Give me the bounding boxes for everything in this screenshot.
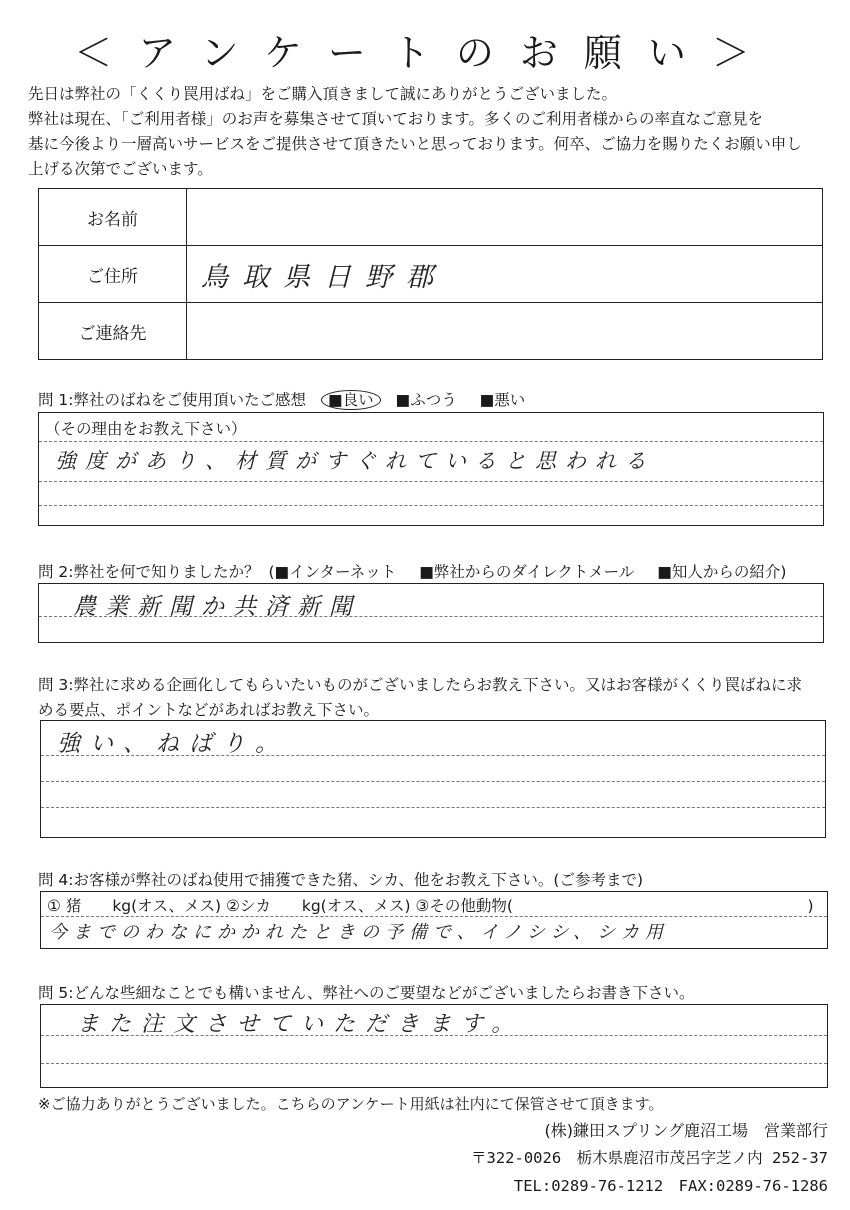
q1-question — [38, 388, 525, 410]
intro-text — [28, 82, 828, 182]
contact-field[interactable] — [187, 303, 823, 360]
q2-answer-box[interactable] — [38, 583, 824, 643]
q2-question: 問 2:弊社を何で知りましたか？ (■インターネット ■弊社からのダイレクトメール ■知人からの紹介) — [38, 563, 787, 581]
q2-answer: 農業新聞か共済新聞 — [73, 594, 361, 620]
contact-label: ご連絡先 — [39, 303, 187, 360]
page-title: ＜アンケートのお願い＞ — [74, 31, 776, 75]
address-field[interactable] — [187, 246, 823, 303]
q1-answer: 強度があり、材質がすぐれていると思われる — [55, 449, 655, 473]
q3-answer-box[interactable] — [40, 720, 826, 838]
name-label: お名前 — [39, 189, 187, 246]
footer-address: 〒322-0026 栃木県鹿沼市茂呂字芝ノ内 252-37 — [471, 1149, 828, 1167]
intro-line: 先日は弊社の「くくり罠用ばね」をご購入頂きまして誠にありがとうございました。 — [28, 85, 618, 103]
q1-option-good[interactable]: ■良い — [321, 390, 381, 410]
q1-reason-label: （その理由をお教え下さい） — [45, 420, 247, 438]
q1-option-normal[interactable]: ■ふつう — [395, 391, 457, 409]
address-label: ご住所 — [39, 246, 187, 303]
q2-prefix: 問 2:弊社を何で知りましたか？ — [38, 563, 260, 581]
q5-question: 問 5:どんな些細なことでも構いません、弊社へのご要望などがございましたらお書き下さい。 — [38, 984, 695, 1002]
q2-option-internet[interactable]: ■インターネット — [274, 563, 397, 581]
q4-question: 問 4:お客様が弊社のばね使用で捕獲できた猪、シカ、他をお教え下さい。(ご参考まで) — [38, 871, 643, 889]
contact-info-table — [38, 188, 823, 360]
q1-option-bad[interactable]: ■悪い — [479, 391, 526, 409]
q5-answer: また注文させていただきます。 — [77, 1012, 524, 1037]
intro-line: 基に今後より一層高いサービスをご提供させて頂きたいと思っております。何卒、ご協力を賜りたくお願い申し — [28, 135, 802, 153]
q3-question-line1: 問 3:弊社に求める企画化してもらいたいものがございましたらお教え下さい。又はお客様がくくり罠ばねに求 — [38, 676, 803, 694]
q2-option-dm[interactable]: ■弊社からのダイレクトメール — [419, 563, 635, 581]
q1-prefix: 問 1:弊社のばねをご使用頂いたご感想 — [38, 391, 307, 409]
q4-answer: 今までのわなにかかれたときの予備で、イノシシ、シカ用 — [49, 922, 669, 943]
footer-tel-fax: TEL:0289-76-1212 FAX:0289-76-1286 — [513, 1177, 828, 1195]
q4-options-row: ① 猪 kg(オス、メス) ②シカ kg(オス、メス) ③その他動物( ) — [47, 897, 814, 915]
footer-company: (株)鎌田スプリング鹿沼工場 営業部行 — [544, 1121, 828, 1140]
q1-answer-box[interactable] — [38, 412, 824, 526]
footer-thanks: ※ご協力ありがとうございました。こちらのアンケート用紙は社内にて保管させて頂きます。 — [38, 1095, 664, 1113]
q4-answer-box[interactable] — [40, 891, 828, 949]
q5-answer-box[interactable] — [40, 1004, 828, 1088]
q3-answer: 強い、ねばり。 — [57, 731, 288, 757]
q2-option-friend[interactable]: ■知人からの紹介 — [657, 563, 781, 581]
q3-question-line2: める要点、ポイントなどがあればお教え下さい。 — [38, 701, 380, 719]
intro-line: 上げる次第でございます。 — [28, 160, 213, 178]
intro-line: 弊社は現在、「ご利用者様」のお声を募集させて頂いております。多くのご利用者様からの率直なご意見を — [28, 110, 764, 128]
address-value: 鳥取県日野郡 — [201, 261, 447, 293]
name-field[interactable] — [187, 189, 823, 246]
